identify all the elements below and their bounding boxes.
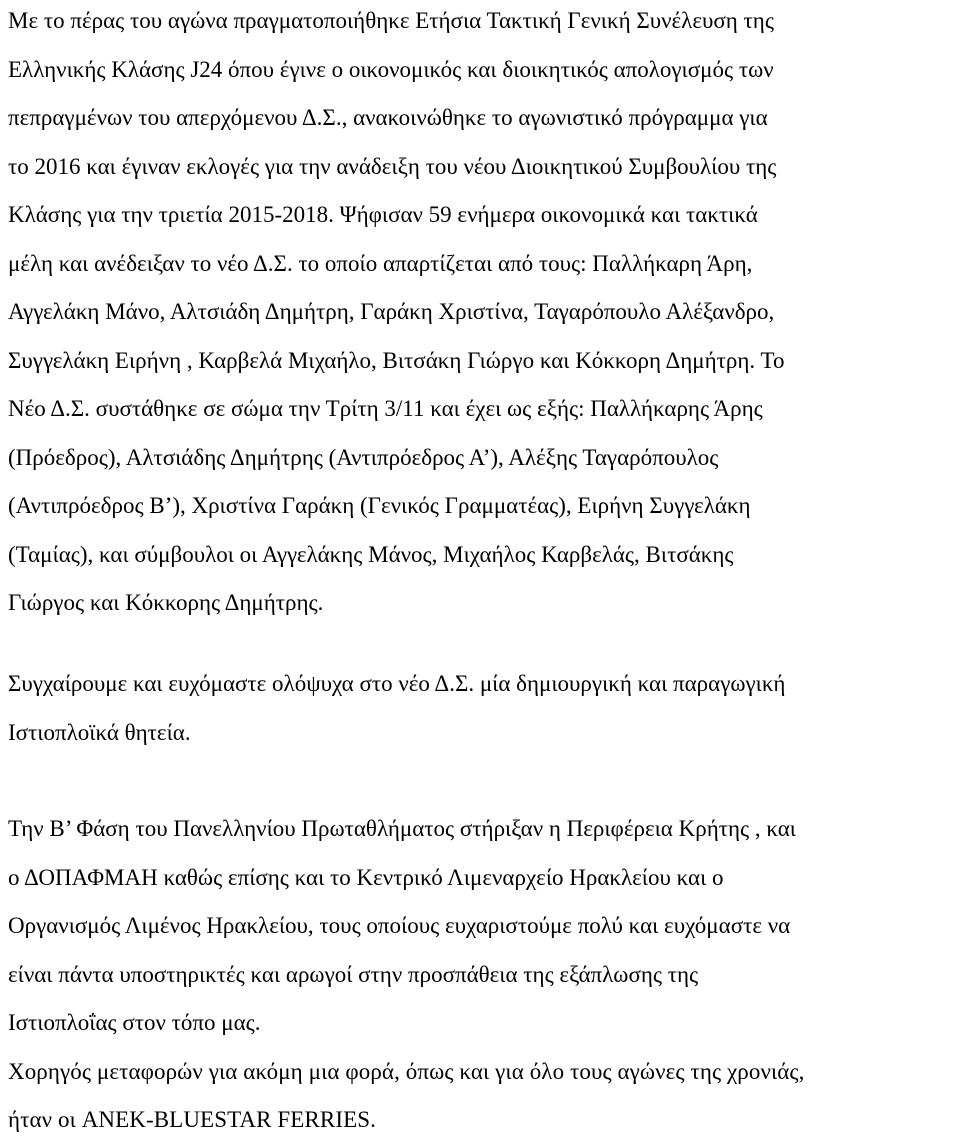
text-line: Αγγελάκη Μάνο, Αλτσιάδη Δημήτρη, Γαράκη Χριστίνα, Ταγαρόπουλο Αλέξανδρο, [8, 299, 775, 324]
text-line: Οργανισμός Λιμένος Ηρακλείου, τους οποίους ευχαριστούμε πολύ και ευχόμαστε να [8, 913, 791, 938]
text-line: Ιστιοπλοϊκά θητεία. [8, 719, 191, 745]
text-line: πεπραγμένων του απερχόμενου Δ.Σ., ανακοινώθηκε το αγωνιστικό πρόγραμμα για [8, 105, 768, 130]
text-line: Νέο Δ.Σ. συστάθηκε σε σώμα την Τρίτη 3/11 και έχει ως εξής: Παλλήκαρης Άρης [8, 396, 763, 421]
text-line: είναι πάντα υποστηρικτές και αρωγοί στην προσπάθεια της εξάπλωσης της [8, 961, 699, 987]
text-line: Με το πέρας του αγώνα πραγματοποιήθηκε Ετήσια Τακτική Γενική Συνέλευση της [8, 8, 774, 33]
text-line: Συγχαίρουμε και ευχόμαστε ολόψυχα στο νέο Δ.Σ. μία δημιουργική και παραγωγική [8, 671, 786, 696]
text-line: Συγγελάκη Ειρήνη , Καρβελά Μιχαήλο, Βιτσάκη Γιώργο και Κόκκορη Δημήτρη. Το [8, 347, 785, 373]
text-line: Γιώργος και Κόκκορης Δημήτρης. [8, 590, 324, 615]
text-line: ήταν οι ANEK-BLUESTAR FERRIES. [8, 1107, 376, 1132]
paragraph-congratulations [8, 660, 958, 757]
text-line: (Αντιπρόεδρος Β’), Χριστίνα Γαράκη (Γενικός Γραμματέας), Ειρήνη Συγγελάκη [8, 493, 751, 518]
text-line: Την Β’ Φάση του Πανελληνίου Πρωταθλήματος στήριξαν η Περιφέρεια Κρήτης , και [8, 816, 796, 841]
paragraph-general-assembly [8, 0, 958, 628]
text-line: το 2016 και έγιναν εκλογές για την ανάδειξη του νέου Διοικητικού Συμβουλίου της [8, 153, 777, 179]
text-line: Κλάσης για την τριετία 2015-2018. Ψήφισαν 59 ενήμερα οικονομικά και τακτικά [8, 202, 758, 227]
paragraph-sponsors [8, 805, 958, 1145]
text-line: (Ταμίας), και σύμβουλοι οι Αγγελάκης Μάνος, Μιχαήλος Καρβελάς, Βιτσάκης [8, 541, 734, 567]
text-line: (Πρόεδρος), Αλτσιάδης Δημήτρης (Αντιπρόεδρος Α’), Αλέξης Ταγαρόπουλος [8, 444, 719, 470]
text-line: μέλη και ανέδειξαν το νέο Δ.Σ. το οποίο απαρτίζεται από τους: Παλλήκαρη Άρη, [8, 250, 753, 276]
text-line: Χορηγός μεταφορών για ακόμη μια φορά, όπως και για όλο τους αγώνες της χρονιάς, [8, 1058, 805, 1084]
text-line: Ελληνικής Κλάσης J24 όπου έγινε ο οικονομικός και διοικητικός απολογισμός των [8, 56, 774, 82]
text-line: Ιστιοπλοΐας στον τόπο μας. [8, 1010, 261, 1035]
text-line: ο ΔΟΠΑΦΜΑΗ καθώς επίσης και το Κεντρικό Λιμεναρχείο Ηρακλείου και ο [8, 864, 724, 890]
